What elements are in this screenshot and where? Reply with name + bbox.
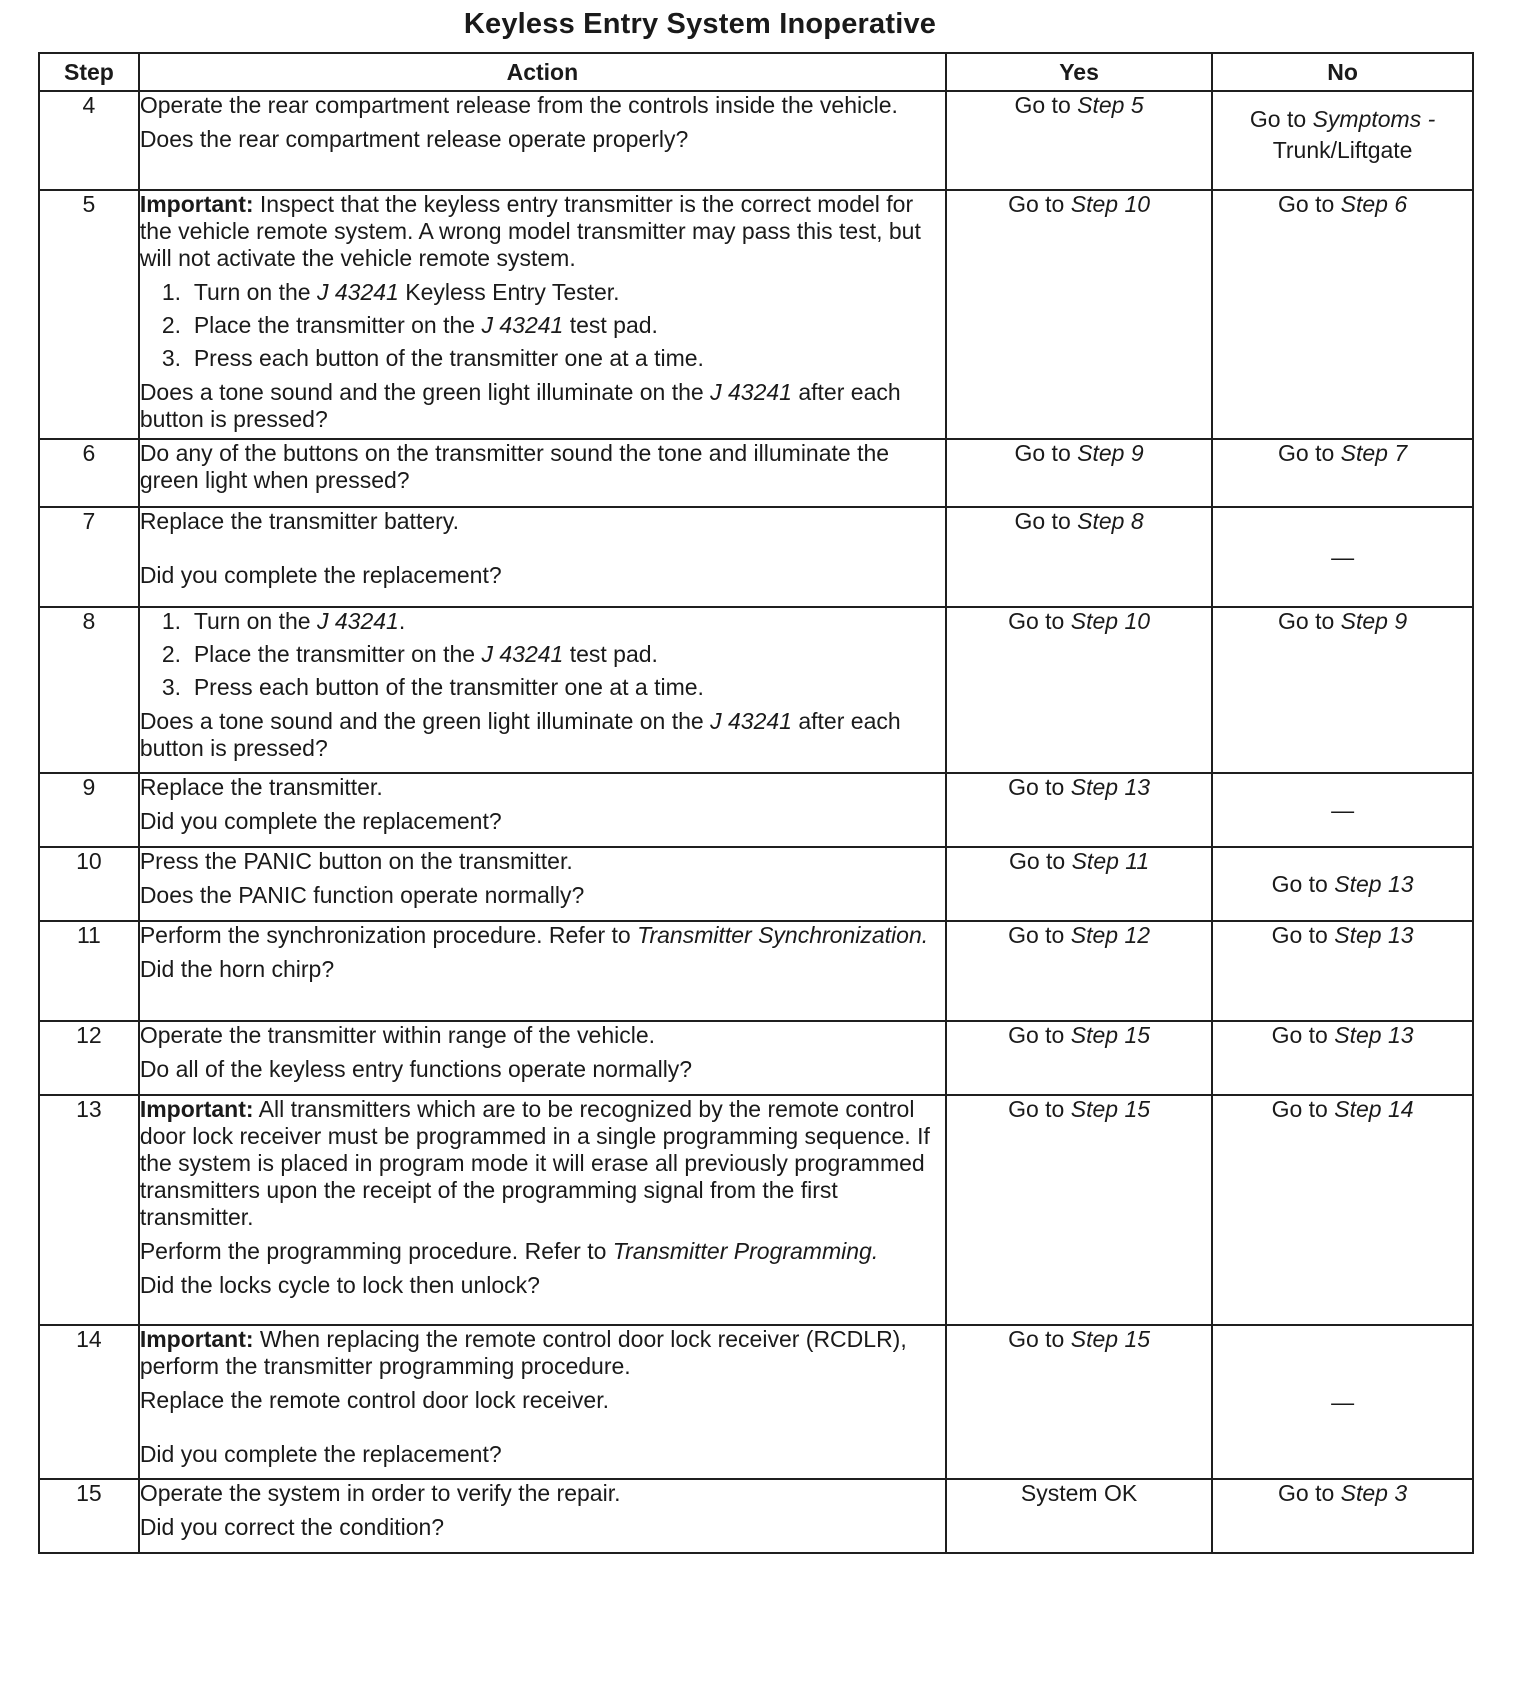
- important-note: [140, 1326, 945, 1380]
- go-to-label: Go to: [1271, 1022, 1328, 1048]
- diagnostic-table: [38, 52, 1474, 1554]
- table-row-step-5: [39, 190, 1473, 439]
- table-row-step-7: [39, 507, 1473, 607]
- no-cell: —: [1212, 1325, 1473, 1479]
- tool-reference: J 43241: [316, 608, 399, 634]
- important-text: Inspect that the keyless entry transmitter is the correct model for the vehicle remote system. A wrong model transmitter may pass this test, but will not activate the vehicle remote system.: [139, 191, 921, 271]
- question-text: Did you complete the replacement?: [139, 808, 502, 834]
- question-text: Does a tone sound and the green light illuminate on the J 43241 after each button is pressed?: [139, 708, 901, 761]
- step-link[interactable]: Step 8: [1077, 508, 1144, 534]
- important-text: When replacing the remote control door lock receiver (RCDLR), perform the transmitter programming procedure.: [139, 1326, 907, 1379]
- table-row-step-4: [39, 91, 1473, 190]
- step-number: 6: [39, 439, 139, 507]
- symptoms-subsection: Trunk/Liftgate: [1272, 137, 1413, 163]
- step-link[interactable]: Step 3: [1340, 1480, 1408, 1506]
- important-label: Important:: [139, 1326, 254, 1352]
- question-text: Do all of the keyless entry functions operate normally?: [139, 1056, 693, 1082]
- header-action: Action: [139, 53, 946, 91]
- step-number: 10: [39, 847, 139, 921]
- table-row-step-8: [39, 607, 1473, 773]
- list-item: 1. Turn on the J 43241 Keyless Entry Tester.: [161, 279, 620, 305]
- header-no: No: [1212, 53, 1473, 91]
- procedure-list: [140, 279, 945, 372]
- tool-reference: J 43241: [710, 379, 792, 405]
- important-label: Important:: [139, 191, 254, 217]
- procedure-list: [140, 608, 945, 701]
- no-cell: [1212, 190, 1473, 439]
- yes-cell: [946, 1095, 1212, 1325]
- question-text: Did you complete the replacement?: [139, 1441, 502, 1467]
- go-to-label: Go to: [1014, 440, 1071, 466]
- step-link[interactable]: Step 12: [1070, 922, 1151, 948]
- action-cell: [139, 1479, 946, 1553]
- table-row-step-10: [39, 847, 1473, 921]
- important-note: [140, 191, 945, 272]
- table-row-step-11: [39, 921, 1473, 1021]
- tool-reference: J 43241: [481, 641, 564, 667]
- table-row-step-12: [39, 1021, 1473, 1095]
- question-text: Did the locks cycle to lock then unlock?: [139, 1272, 540, 1298]
- no-cell: [1212, 1479, 1473, 1553]
- step-link[interactable]: Step 9: [1340, 608, 1408, 634]
- go-to-label: Go to: [1008, 774, 1065, 800]
- step-link[interactable]: Step 5: [1077, 92, 1144, 118]
- table-row-step-6: [39, 439, 1473, 507]
- step-link[interactable]: Step 10: [1070, 608, 1151, 634]
- action-cell: [139, 921, 946, 1021]
- action-cell: [139, 507, 946, 607]
- action-cell: [139, 190, 946, 439]
- step-number: 5: [39, 190, 139, 439]
- action-cell: [139, 1095, 946, 1325]
- step-number: 14: [39, 1325, 139, 1479]
- action-text: Perform the synchronization procedure. Refer to Transmitter Synchronization.: [139, 922, 929, 948]
- go-to-label: Go to: [1008, 608, 1065, 634]
- go-to-label: Go to: [1278, 1480, 1335, 1506]
- reference-link[interactable]: Transmitter Synchronization.: [637, 922, 929, 948]
- action-text: Operate the rear compartment release from the controls inside the vehicle.: [139, 92, 898, 118]
- list-item: 2. Place the transmitter on the J 43241 test pad.: [161, 641, 658, 667]
- no-cell: [1212, 1021, 1473, 1095]
- go-to-label: Go to: [1008, 848, 1066, 874]
- go-to-label: Go to: [1014, 508, 1071, 534]
- step-link[interactable]: Step 13: [1334, 1022, 1414, 1048]
- question-text: Does the PANIC function operate normally?: [139, 882, 585, 908]
- question-text: Did you complete the replacement?: [139, 562, 502, 588]
- reference-link[interactable]: Transmitter Programming.: [612, 1238, 879, 1264]
- question-text: Does a tone sound and the green light illuminate on the J 43241 after each button is pressed?: [139, 379, 901, 432]
- action-text: Operate the transmitter within range of the vehicle.: [139, 1022, 656, 1048]
- step-link[interactable]: Step 13: [1334, 922, 1414, 948]
- action-text: Replace the transmitter battery.: [139, 508, 459, 534]
- no-cell: [1212, 921, 1473, 1021]
- step-link[interactable]: Step 6: [1340, 191, 1408, 217]
- table-header-row: [39, 53, 1473, 91]
- question-text: Does the rear compartment release operate properly?: [139, 126, 689, 152]
- symptoms-link[interactable]: Symptoms -: [1312, 106, 1436, 132]
- action-cell: [139, 847, 946, 921]
- yes-cell: [946, 439, 1212, 507]
- action-cell: [139, 91, 946, 190]
- go-to-label: Go to: [1008, 191, 1065, 217]
- question-text: Did the horn chirp?: [139, 956, 335, 982]
- yes-cell: [946, 921, 1212, 1021]
- yes-cell: [946, 91, 1212, 190]
- table-row-step-13: [39, 1095, 1473, 1325]
- yes-cell: [946, 607, 1212, 773]
- yes-cell: [946, 847, 1212, 921]
- table-row-step-9: [39, 773, 1473, 847]
- tool-reference: J 43241: [316, 279, 399, 305]
- list-item: 3. Press each button of the transmitter one at a time.: [161, 674, 704, 700]
- go-to-label: Go to: [1008, 1326, 1065, 1352]
- action-text: Press the PANIC button on the transmitter.: [139, 848, 573, 874]
- no-cell: [1212, 607, 1473, 773]
- step-link[interactable]: Step 7: [1340, 440, 1408, 466]
- step-link[interactable]: Step 15: [1070, 1096, 1151, 1122]
- list-item: 1. Turn on the J 43241.: [161, 608, 406, 634]
- header-step: Step: [39, 53, 139, 91]
- step-number: 13: [39, 1095, 139, 1325]
- important-label: Important:: [139, 1096, 254, 1122]
- step-link[interactable]: Step 15: [1070, 1326, 1151, 1352]
- action-cell: [139, 773, 946, 847]
- step-number: 8: [39, 607, 139, 773]
- step-link[interactable]: Step 14: [1334, 1096, 1414, 1122]
- go-to-label: Go to: [1271, 1096, 1328, 1122]
- table-row-step-14: [39, 1325, 1473, 1479]
- no-cell: —: [1212, 773, 1473, 847]
- action-cell: [139, 439, 946, 507]
- action-text: Perform the programming procedure. Refer to Transmitter Programming.: [139, 1238, 879, 1264]
- page-title: Keyless Entry System Inoperative: [463, 8, 937, 40]
- step-number: 9: [39, 773, 139, 847]
- no-cell: —: [1212, 507, 1473, 607]
- step-link[interactable]: Step 13: [1334, 870, 1414, 897]
- step-link[interactable]: Step 10: [1070, 191, 1151, 217]
- step-number: 15: [39, 1479, 139, 1553]
- action-text: Replace the transmitter.: [139, 774, 383, 800]
- step-number: 11: [39, 921, 139, 1021]
- question-text: Do any of the buttons on the transmitter sound the tone and illuminate the green light when pressed?: [139, 440, 890, 493]
- yes-cell: System OK: [946, 1479, 1212, 1553]
- table-row-step-15: [39, 1479, 1473, 1553]
- action-cell: [139, 1325, 946, 1479]
- step-number: 12: [39, 1021, 139, 1095]
- step-link[interactable]: Step 9: [1077, 440, 1144, 466]
- action-text: Operate the system in order to verify the repair.: [139, 1480, 621, 1506]
- no-cell: [1212, 847, 1473, 921]
- yes-cell: [946, 507, 1212, 607]
- no-cell: [1212, 1095, 1473, 1325]
- step-link[interactable]: Step 15: [1070, 1022, 1151, 1048]
- step-number: 4: [39, 91, 139, 190]
- yes-cell: [946, 1021, 1212, 1095]
- go-to-label: Go to: [1278, 440, 1335, 466]
- important-note: [140, 1096, 945, 1231]
- go-to-label: Go to: [1014, 92, 1071, 118]
- yes-cell: [946, 190, 1212, 439]
- yes-cell: [946, 773, 1212, 847]
- go-to-label: Go to: [1008, 922, 1065, 948]
- no-cell: [1212, 91, 1473, 190]
- header-yes: Yes: [946, 53, 1212, 91]
- go-to-label: Go to: [1278, 191, 1335, 217]
- list-item: 2. Place the transmitter on the J 43241 test pad.: [161, 312, 658, 338]
- tool-reference: J 43241: [481, 312, 564, 338]
- action-cell: [139, 1021, 946, 1095]
- action-text: Replace the remote control door lock receiver.: [139, 1387, 609, 1413]
- question-text: Did you correct the condition?: [139, 1514, 445, 1540]
- go-to-label: Go to: [1008, 1096, 1065, 1122]
- no-cell: [1212, 439, 1473, 507]
- step-number: 7: [39, 507, 139, 607]
- step-link[interactable]: Step 13: [1070, 774, 1151, 800]
- go-to-label: Go to: [1271, 870, 1328, 897]
- list-item: 3. Press each button of the transmitter one at a time.: [161, 345, 704, 371]
- step-link[interactable]: Step 11: [1071, 848, 1150, 874]
- go-to-label: Go to: [1008, 1022, 1065, 1048]
- go-to-label: Go to: [1249, 106, 1307, 132]
- important-text: All transmitters which are to be recognized by the remote control door lock receiver must be programmed in a single programming sequence. If the system is placed in program mode it will erase all previously programmed transmitters upon the receipt of the programming signal from the first transmitter.: [139, 1096, 930, 1230]
- yes-cell: [946, 1325, 1212, 1479]
- go-to-label: Go to: [1278, 608, 1335, 634]
- go-to-label: Go to: [1271, 922, 1328, 948]
- tool-reference: J 43241: [710, 708, 792, 734]
- action-cell: [139, 607, 946, 773]
